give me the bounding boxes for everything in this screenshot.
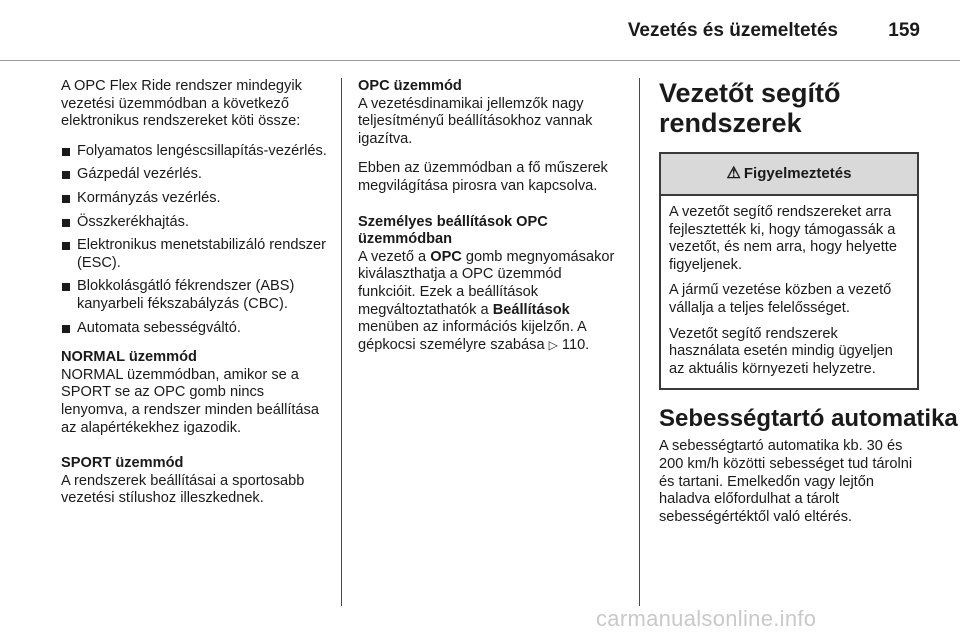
sport-mode-text: A rendszerek beállításai a sportosabb vezetési stílushoz illeszkednek. [61,472,305,507]
page-title: Vezetés és üzemeltetés [627,20,838,41]
page-reference[interactable]: 110. [561,336,590,353]
cruise-control-text: A sebességtartó automatika kb. 30 és 200 km/h közötti sebességet tud tárolni és tartani. Emelkedőn vagy lejtőn haladva előfordulhat a tárolt sebességértéktől való eltérés. [659,438,913,525]
bullet-square-icon [62,219,70,227]
warning-paragraph: Vezetőt segítő rendszerek használata esetén mindig ügyeljen az aktuális környezeti helyzetre. [669,325,893,377]
bullet-square-icon [62,325,70,333]
list-item: Gázpedál vezérlés. [61,166,327,184]
bullet-square-icon [62,148,70,156]
intro-paragraph: A OPC Flex Ride rendszer mindegyik vezetési üzemmódban a következő elektronikus rendszereket köti össze: [61,78,302,130]
column-2 [358,78,620,366]
column-divider-1 [341,78,342,606]
opc-button-label: OPC [430,248,462,265]
sport-mode-heading: SPORT üzemmód [61,455,184,472]
warning-paragraph: A vezetőt segítő rendszereket arra fejlesztették ki, hogy támogassák a vezetőt, és nem arra, hogy helyette figyeljenek. [669,204,897,273]
driver-assist-title: Vezetőt segítő rendszerek [659,78,841,138]
list-item: Folyamatos lengéscsillapítás-vezérlés. [61,143,327,161]
personal-settings-text: A vezető a OPC gomb megnyomásakor kiválaszthatja a OPC üzemmód funkcióit. Ezek a beállítások megváltoztathatók a Beállítások menüben az információs kijelzőn. A gépkocsi személyre szabása ▷ 110. [358,248,615,353]
list-item: Automata sebességváltó. [61,320,327,338]
bullet-square-icon [62,195,70,203]
opc-mode-text: A vezetésdinamikai jellemzők nagy teljesítményű beállításokhoz vannak igazítva. [358,95,593,147]
opc-mode-heading: OPC üzemmód [358,78,462,94]
column-3 [659,78,958,538]
page-reference-icon: ▷ [548,337,558,352]
warning-triangle-icon: ⚠ [726,165,741,182]
page-header [0,0,960,60]
list-item: Blokkolásgátló fékrendszer (ABS) kanyarbeli fékszabályzás (CBC). [61,278,327,313]
normal-mode-heading: NORMAL üzemmód [61,349,197,366]
list-item: Elektronikus menetstabilizáló rendszer (ESC). [61,237,327,272]
page-number: 159 [888,20,920,41]
normal-mode-text: NORMAL üzemmódban, amikor se a SPORT se az OPC gomb nincs lenyomva, a rendszer minden beállítása az alapértékekhez igazodik. [61,366,319,436]
personal-settings-heading: Személyes beállítások OPC üzemmódban [358,213,548,248]
warning-header: ⚠ Figyelmeztetés [661,154,917,196]
system-list [61,143,327,337]
column-1 [61,78,327,520]
warning-box [659,152,919,390]
header-divider [0,60,960,61]
opc-lighting-text: Ebben az üzemmódban a fő műszerek megvilágítása pirosra van kapcsolva. [358,160,608,194]
list-item: Összkerékhajtás. [61,214,327,232]
bullet-square-icon [62,171,70,179]
column-divider-2 [639,78,640,606]
watermark: carmanualsonline.info [596,606,817,631]
cruise-control-title: Sebességtartó automatika [659,405,958,433]
list-item: Kormányzás vezérlés. [61,190,327,208]
warning-paragraph: A jármű vezetése közben a vezető vállalja a teljes felelősséget. [669,282,892,316]
settings-menu-label: Beállítások [492,301,570,318]
bullet-square-icon [62,242,70,250]
warning-body [661,196,917,388]
bullet-square-icon [62,283,70,291]
